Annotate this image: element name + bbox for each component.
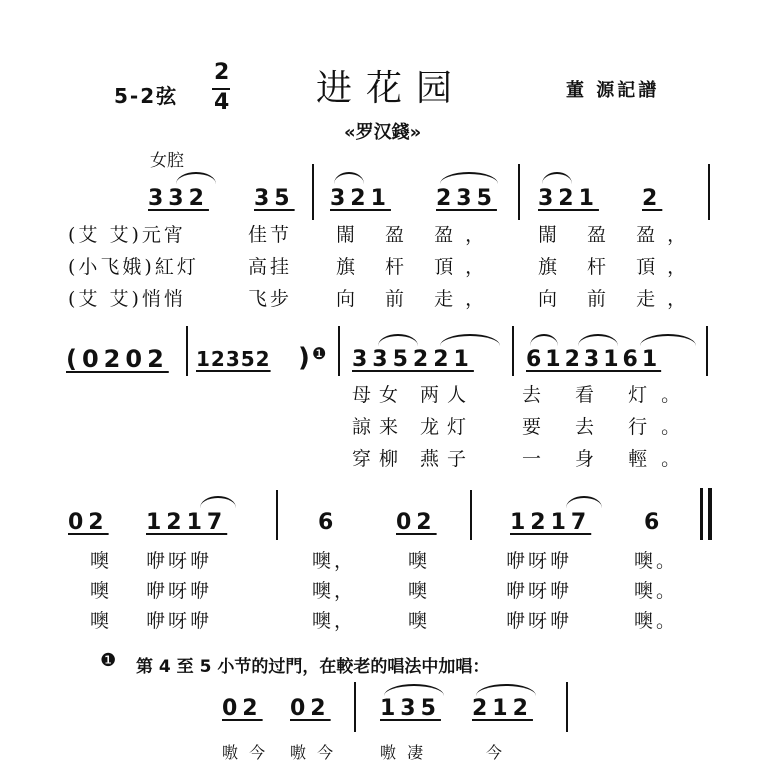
note-group: 6123161 — [526, 347, 662, 372]
barline — [512, 326, 514, 376]
opera-subtitle: «罗汉錢» — [344, 122, 422, 143]
lyric-line: 噢 — [408, 580, 431, 602]
lyric-line: 噢， — [312, 610, 357, 632]
slur — [542, 172, 572, 184]
lyric-line: 要 去 行。 — [522, 416, 695, 438]
lyric-line: 咿呀咿 — [506, 580, 573, 602]
lyric-line: 去 看 灯。 — [522, 384, 695, 406]
lyric-line: 閙 盈 盈， — [336, 224, 497, 246]
lyric-line: 嗷 今 — [222, 743, 269, 762]
voice-label: 女腔 — [150, 151, 184, 171]
lyric-line: (艾 艾)悄悄 — [68, 288, 186, 310]
barline — [312, 164, 314, 220]
slur — [566, 496, 602, 508]
barline — [338, 326, 340, 376]
barline — [706, 326, 708, 376]
lyric-line: 嗷 今 — [290, 743, 337, 762]
note-group: 6 — [318, 510, 339, 535]
note-group: 12352 — [196, 347, 271, 371]
slur — [578, 334, 618, 346]
slur — [334, 172, 364, 184]
note-group: 02 — [290, 696, 331, 721]
note-group: 321 — [330, 186, 391, 211]
barline — [566, 682, 568, 732]
lyric-line: 噢 — [408, 610, 431, 632]
lyric-line: 高挂 — [248, 256, 293, 278]
slur — [640, 334, 696, 346]
lyric-line: 穿柳 燕子 — [352, 448, 475, 470]
slur — [476, 684, 536, 696]
note-group: 235 — [436, 186, 497, 211]
key-signature: 5-2弦 — [114, 84, 179, 108]
lyric-line: 噢 — [90, 580, 113, 602]
final-barline — [708, 488, 712, 540]
lyric-line: 噢， — [312, 580, 357, 602]
lyric-line: 咿呀咿 — [506, 550, 573, 572]
slur — [200, 496, 236, 508]
lyric-line: 噢 — [408, 550, 431, 572]
lyric-line: 母女 两人 — [352, 384, 475, 406]
note-group: 1217 — [146, 510, 228, 535]
lyric-line: 向 前 走， — [538, 288, 699, 310]
slur — [384, 684, 444, 696]
lyric-line: 一 身 輕。 — [522, 448, 695, 470]
lyric-line: 咿呀咿 — [506, 610, 573, 632]
lyric-line: 諒来 龙灯 — [352, 416, 475, 438]
note-group: 2 — [642, 186, 663, 211]
final-barline — [700, 488, 703, 540]
lyric-line: (小飞娥)紅灯 — [68, 256, 199, 278]
lyric-line: 旗 杆 頂， — [336, 256, 497, 278]
footnote-marker-icon: ❶ — [312, 344, 327, 363]
note-group: 02 — [68, 510, 109, 535]
note-group: ) — [298, 343, 315, 373]
lyric-line: 咿呀咿 — [146, 550, 213, 572]
lyric-line: 噢。 — [634, 550, 679, 572]
barline — [518, 164, 520, 220]
note-group: (0202 — [66, 345, 169, 373]
song-title: 进花园 — [316, 68, 467, 109]
slur — [530, 334, 558, 346]
note-group: 6 — [644, 510, 665, 535]
slur — [440, 334, 500, 346]
lyric-line: 今 — [486, 743, 506, 762]
note-group: 35 — [254, 186, 295, 211]
lyric-line: 咿呀咿 — [146, 580, 213, 602]
lyric-line: 噢 — [90, 550, 113, 572]
time-signature-top: 2 — [214, 60, 230, 85]
lyric-line: 噢。 — [634, 580, 679, 602]
lyric-line: 飞步 — [248, 288, 293, 310]
lyric-line: 噢。 — [634, 610, 679, 632]
lyric-line: 旗 杆 頂， — [538, 256, 699, 278]
lyric-line: 佳节 — [248, 224, 293, 246]
slur — [176, 172, 216, 184]
barline — [470, 490, 472, 540]
transcriber-credit: 董 源記譜 — [566, 80, 660, 101]
lyric-line: 噢， — [312, 550, 357, 572]
time-signature-bottom: 4 — [214, 90, 230, 115]
note-group: 321 — [538, 186, 599, 211]
slur — [378, 334, 418, 346]
note-group: 135 — [380, 696, 441, 721]
lyric-line: 咿呀咿 — [146, 610, 213, 632]
note-group: 02 — [222, 696, 263, 721]
barline — [276, 490, 278, 540]
barline — [708, 164, 710, 220]
slur — [440, 172, 498, 184]
note-group: 332 — [148, 186, 209, 211]
note-group: 02 — [396, 510, 437, 535]
note-group: 1217 — [510, 510, 592, 535]
footnote-text: 第 4 至 5 小节的过門，在較老的唱法中加唱： — [136, 657, 490, 677]
barline — [186, 326, 188, 376]
lyric-line: 向 前 走， — [336, 288, 497, 310]
note-group: 335221 — [352, 347, 474, 372]
barline — [354, 682, 356, 732]
lyric-line: (艾 艾)元宵 — [68, 224, 186, 246]
note-group: 212 — [472, 696, 533, 721]
lyric-line: 噢 — [90, 610, 113, 632]
lyric-line: 閙 盈 盈， — [538, 224, 699, 246]
lyric-line: 嗷 凄 — [380, 743, 427, 762]
footnote-marker-icon: ❶ — [100, 650, 117, 671]
